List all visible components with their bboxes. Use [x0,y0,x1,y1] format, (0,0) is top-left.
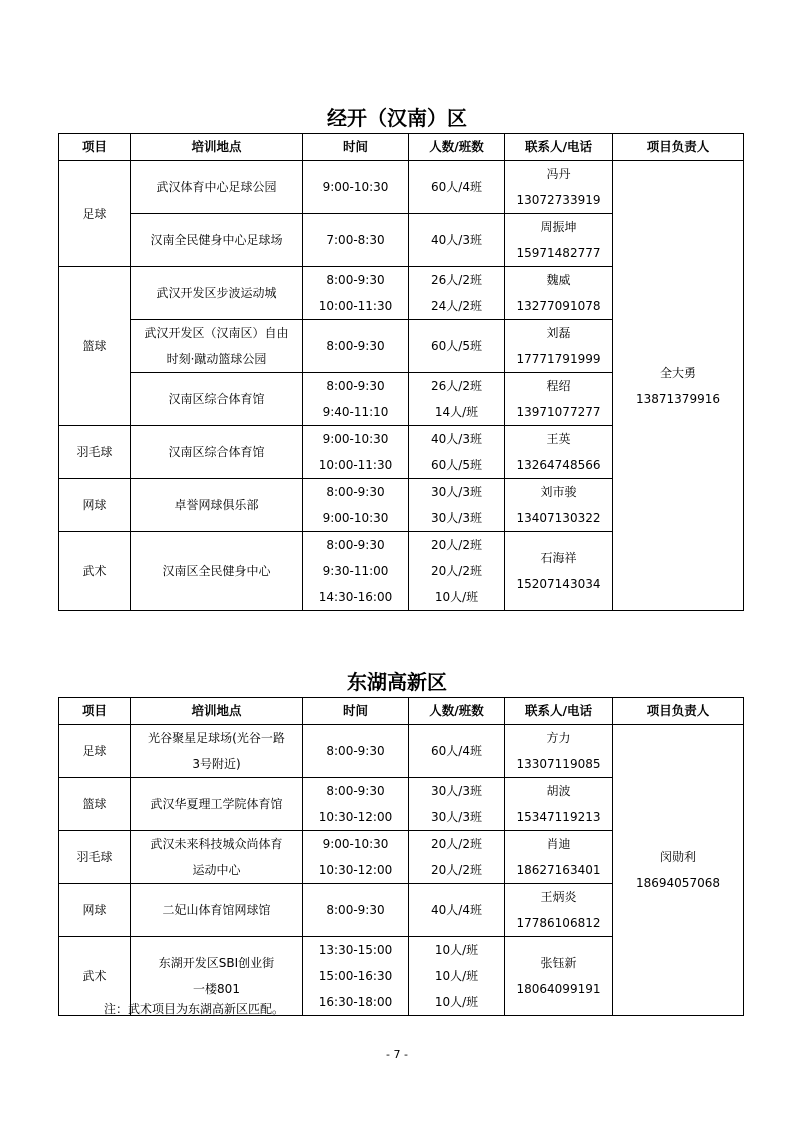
count-cell-line: 10人/班 [434,995,479,1009]
count-cell-line: 20人/2班 [431,837,482,851]
venue-cell-line: 汉南区综合体育馆 [168,392,265,406]
count-cell-line: 60人/5班 [431,458,482,472]
contact-cell [505,267,613,320]
count-cell-line: 26人/2班 [431,379,482,393]
time-cell-line: 9:00-10:30 [322,837,389,851]
leader-cell [613,725,744,1016]
contact-cell-line: 周振坤 [540,220,577,234]
count-cell [409,479,505,532]
count-cell-line: 24人/2班 [431,299,482,313]
time-cell [303,532,409,611]
time-cell [303,373,409,426]
time-cell [303,778,409,831]
contact-cell-line: 13407130322 [516,511,601,525]
venue-cell [131,320,303,373]
time-cell [303,884,409,937]
venue-cell-line: 武汉华夏理工学院体育馆 [150,797,283,811]
count-cell-line: 26人/2班 [431,273,482,287]
time-cell-line: 15:00-16:30 [318,969,393,983]
contact-cell-line: 17771791999 [516,352,601,366]
contact-cell-line: 13072733919 [516,193,601,207]
table-row [59,161,744,214]
sport-cell: 网球 [59,884,131,937]
time-cell [303,161,409,214]
count-cell [409,778,505,831]
contact-cell [505,426,613,479]
contact-cell-line: 方力 13307119085 [516,731,601,771]
time-cell-line: 9:40-11:10 [322,405,389,419]
leader-line: 18694057068 [636,876,720,890]
venue-cell [131,831,303,884]
page-number: - 7 - [386,1048,408,1061]
venue-cell-line: 武汉开发区步波运动城 [156,286,277,300]
sport-cell: 武术 [59,937,131,1016]
time-cell [303,725,409,778]
time-cell [303,831,409,884]
count-cell [409,267,505,320]
sport-cell: 篮球 [59,267,131,426]
count-cell-line: 10人/班 [434,943,479,957]
venue-cell [131,426,303,479]
contact-cell [505,937,613,1016]
time-cell [303,937,409,1016]
time-cell-line: 10:00-11:30 [318,458,393,472]
column-header: 联系人/电话 [505,698,613,725]
column-header: 培训地点 [131,134,303,161]
count-cell-line: 20人/2班 [431,863,482,877]
venue-cell-line: 卓誉网球俱乐部 [174,498,259,512]
leader-cell [613,161,744,611]
time-cell-line: 9:00-10:30 [322,432,389,446]
time-cell [303,426,409,479]
contact-cell [505,532,613,611]
venue-cell-line: 汉南区综合体育馆 [168,445,265,459]
count-cell [409,426,505,479]
count-cell [409,373,505,426]
table-donghu [58,697,744,1016]
column-header: 时间 [303,698,409,725]
time-cell-line: 8:00-9:30 [326,379,385,393]
contact-cell [505,778,613,831]
contact-cell-line: 15971482777 [516,246,601,260]
time-cell-line: 13:30-15:00 [318,943,393,957]
column-header: 时间 [303,134,409,161]
table-jingkai [58,133,744,611]
leader-line: 全大勇 [659,365,696,380]
count-cell [409,214,505,267]
venue-cell-line: 汉南区全民健身中心 [162,564,271,578]
contact-cell-line: 石海祥 [540,551,577,565]
sport-cell: 武术 [59,532,131,611]
contact-cell [505,479,613,532]
venue-cell [131,373,303,426]
count-cell-line: 60人/5班 [431,339,482,353]
contact-cell-line: 王炳炎 [540,890,577,904]
column-header: 培训地点 [131,698,303,725]
header-row [59,698,744,725]
count-cell-line: 60人/4班 [431,180,482,194]
table-row [59,725,744,778]
footnote: 注：武术项目为东湖高新区匹配。 [104,1002,285,1016]
time-cell-line: 8:00-9:30 [326,538,385,552]
contact-cell-line: 魏威 [546,273,571,287]
sport-cell: 羽毛球 [59,426,131,479]
sport-cell: 网球 [59,479,131,532]
venue-cell [131,161,303,214]
time-cell-line: 8:00-9:30 [326,784,385,798]
count-cell-line: 20人/2班 [431,564,482,578]
count-cell [409,725,505,778]
time-cell-line: 10:00-11:30 [318,299,393,313]
column-header: 联系人/电话 [505,134,613,161]
count-cell-line: 10人/班 [434,969,479,983]
time-cell-line: 16:30-18:00 [318,995,393,1009]
count-cell-line: 10人/班 [434,590,479,604]
contact-cell-line: 肖迪 18627163401 [516,837,601,877]
venue-cell-line: 武汉开发区（汉南区）自由 [144,326,289,340]
contact-cell-line: 17786106812 [516,916,601,930]
count-cell [409,532,505,611]
count-cell [409,320,505,373]
time-cell-line: 8:00-9:30 [326,744,385,758]
count-cell-line: 30人/3班 [431,784,482,798]
sport-cell: 羽毛球 [59,831,131,884]
count-cell-line: 40人/3班 [431,432,482,446]
time-cell [303,214,409,267]
column-header: 人数/班数 [409,134,505,161]
column-header: 人数/班数 [409,698,505,725]
contact-cell-line: 程绍 13971077277 [516,379,601,419]
venue-cell [131,214,303,267]
contact-cell-line: 张钰新 [540,956,577,970]
contact-cell-line: 13277091078 [516,299,601,313]
contact-cell-line: 18064099191 [516,982,601,996]
contact-cell-line: 刘市骏 [540,485,577,499]
venue-cell [131,884,303,937]
leader-line: 闵勋利 [659,850,696,864]
time-cell [303,320,409,373]
venue-cell [131,479,303,532]
contact-cell [505,214,613,267]
venue-cell-line: 3号附近) [192,757,241,771]
contact-cell-line: 刘磊 [546,326,571,340]
venue-cell-line: 运动中心 [192,863,241,877]
count-cell-line: 14人/班 [434,405,479,419]
count-cell [409,161,505,214]
contact-cell-line: 15207143034 [516,577,601,591]
venue-cell-line: 汉南全民健身中心足球场 [150,233,283,247]
count-cell-line: 30人/3班 [431,511,482,525]
venue-cell [131,532,303,611]
count-cell [409,884,505,937]
count-cell-line: 40人/3班 [431,233,482,247]
contact-cell [505,884,613,937]
contact-cell [505,320,613,373]
column-header: 项目 [59,134,131,161]
column-header: 项目负责人 [613,134,744,161]
time-cell-line: 7:00-8:30 [326,233,385,247]
column-header: 项目 [59,698,131,725]
sport-cell: 篮球 [59,778,131,831]
time-cell-line: 8:00-9:30 [326,903,385,917]
time-cell-line: 10:30-12:00 [318,810,393,824]
time-cell-line: 8:00-9:30 [326,485,385,499]
venue-cell [131,267,303,320]
time-cell-line: 8:00-9:30 [326,273,385,287]
sport-cell: 足球 [59,161,131,267]
count-cell-line: 60人/4班 [431,744,482,758]
column-header: 项目负责人 [613,698,744,725]
count-cell-line: 30人/3班 [431,810,482,824]
count-cell [409,831,505,884]
contact-cell-line: 王英 [546,432,571,446]
section-title-donghu: 东湖高新区 [347,670,447,694]
time-cell-line: 9:00-10:30 [322,511,389,525]
leader-line: 13871379916 [636,391,720,406]
section-title-jingkai: 经开（汉南）区 [327,106,467,130]
venue-cell-line: 二妃山体育馆网球馆 [162,903,271,917]
contact-cell-line: 13264748566 [516,458,601,472]
contact-cell [505,373,613,426]
time-cell [303,267,409,320]
time-cell-line: 9:00-10:30 [322,180,389,194]
venue-cell-line: 一楼801 [193,982,240,996]
count-cell-line: 30人/3班 [431,485,482,499]
venue-cell-line: 东湖开发区SBI创业街 [158,956,275,970]
contact-cell [505,831,613,884]
count-cell-line: 40人/4班 [431,903,482,917]
header-row [59,134,744,161]
contact-cell-line: 胡波 15347119213 [516,784,601,824]
sport-cell: 足球 [59,725,131,778]
count-cell [409,937,505,1016]
time-cell-line: 8:00-9:30 [326,339,385,353]
venue-cell-line: 时刻·蹴动篮球公园 [166,352,267,366]
time-cell [303,479,409,532]
time-cell-line: 14:30-16:00 [318,590,393,604]
count-cell-line: 20人/2班 [431,538,482,552]
venue-cell [131,725,303,778]
venue-cell [131,778,303,831]
venue-cell-line: 光谷聚星足球场(光谷一路 [148,731,285,745]
time-cell-line: 9:30-11:00 [322,564,389,578]
contact-cell [505,725,613,778]
venue-cell-line: 武汉体育中心足球公园 [156,180,277,194]
time-cell-line: 10:30-12:00 [318,863,393,877]
venue-cell-line: 武汉未来科技城众尚体育 [150,837,283,851]
contact-cell-line: 冯丹 [546,167,571,181]
contact-cell [505,161,613,214]
